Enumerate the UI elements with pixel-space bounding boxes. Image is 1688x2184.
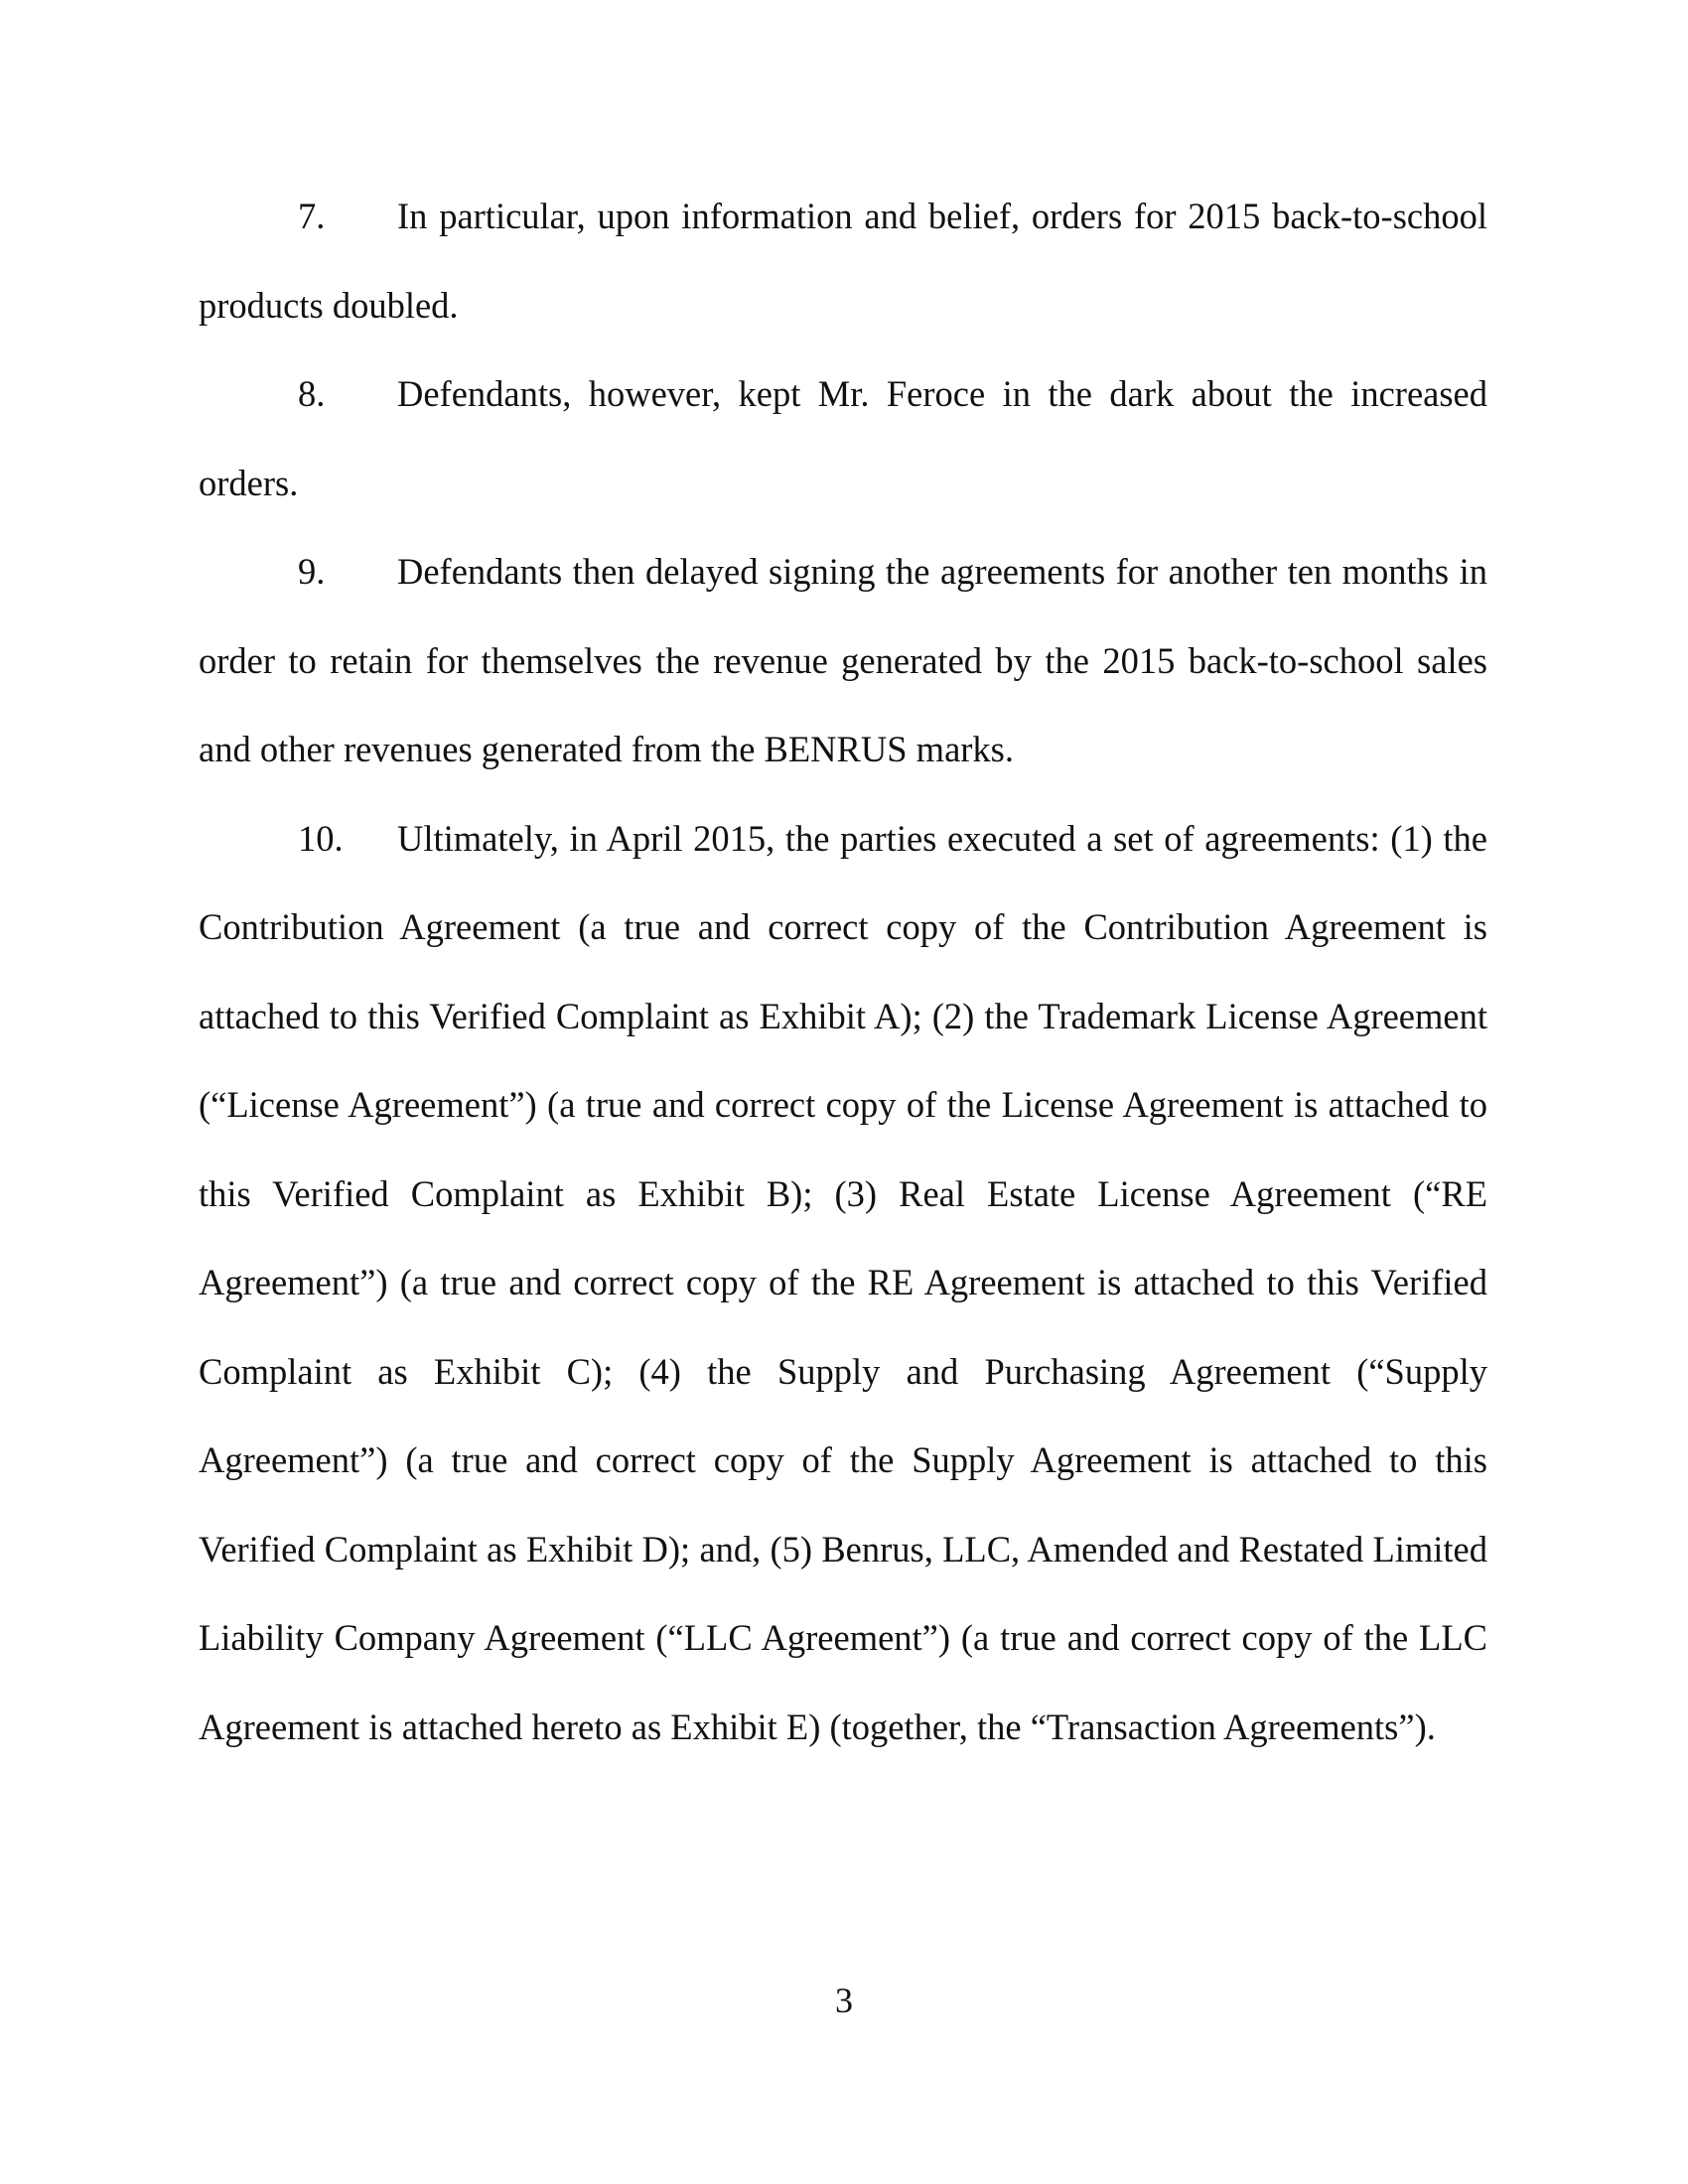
paragraph-8 — [199, 349, 1487, 527]
paragraph-number: 8. — [298, 373, 326, 414]
paragraph-text: Ultimately, in April 2015, the parties executed a set of agreements: (1) the Contribution Agreement (a true and correct copy of the Contribution Agreement is attached to this Verified Complaint as Exhibit A); (2) the Trademark License Agreement (“License Agreement”) (a true and correct copy of the License Agreement is attached to this Verified Complaint as Exhibit B); (3) Real Estate License Agreement (“RE Agreement”) (a true and correct copy of the RE Agreement is attached to this Verified Complaint as Exhibit C); (4) the Supply and Purchasing Agreement (“Supply Agreement”) (a true and correct copy of the Supply Agreement is attached to this Verified Complaint as Exhibit D); and, (5) Benrus, LLC, Amended and Restated Limited Liability Company Agreement (“LLC Agreement”) (a true and correct copy of the LLC Agreement is attached hereto as Exhibit E) (together, the “Transaction Agreements”). — [199, 817, 1487, 1747]
paragraph-text: Defendants, however, kept Mr. Feroce in the dark about the increased orders. — [199, 373, 1487, 503]
paragraph-number: 10. — [298, 817, 344, 859]
paragraph-7 — [199, 172, 1487, 349]
paragraph-9 — [199, 527, 1487, 794]
paragraph-number: 9. — [298, 551, 326, 592]
paragraph-10 — [199, 794, 1487, 1772]
document-body — [199, 172, 1487, 1771]
page-number: 3 — [835, 1980, 853, 2020]
paragraph-number: 7. — [298, 196, 326, 236]
paragraph-text: In particular, upon information and belief, orders for 2015 back-to-school products doubled. — [199, 196, 1487, 326]
paragraph-text: Defendants then delayed signing the agreements for another ten months in order to retain for themselves the revenue generated by the 2015 back-to-school sales and other revenues generated from the BENRUS marks. — [199, 551, 1487, 769]
